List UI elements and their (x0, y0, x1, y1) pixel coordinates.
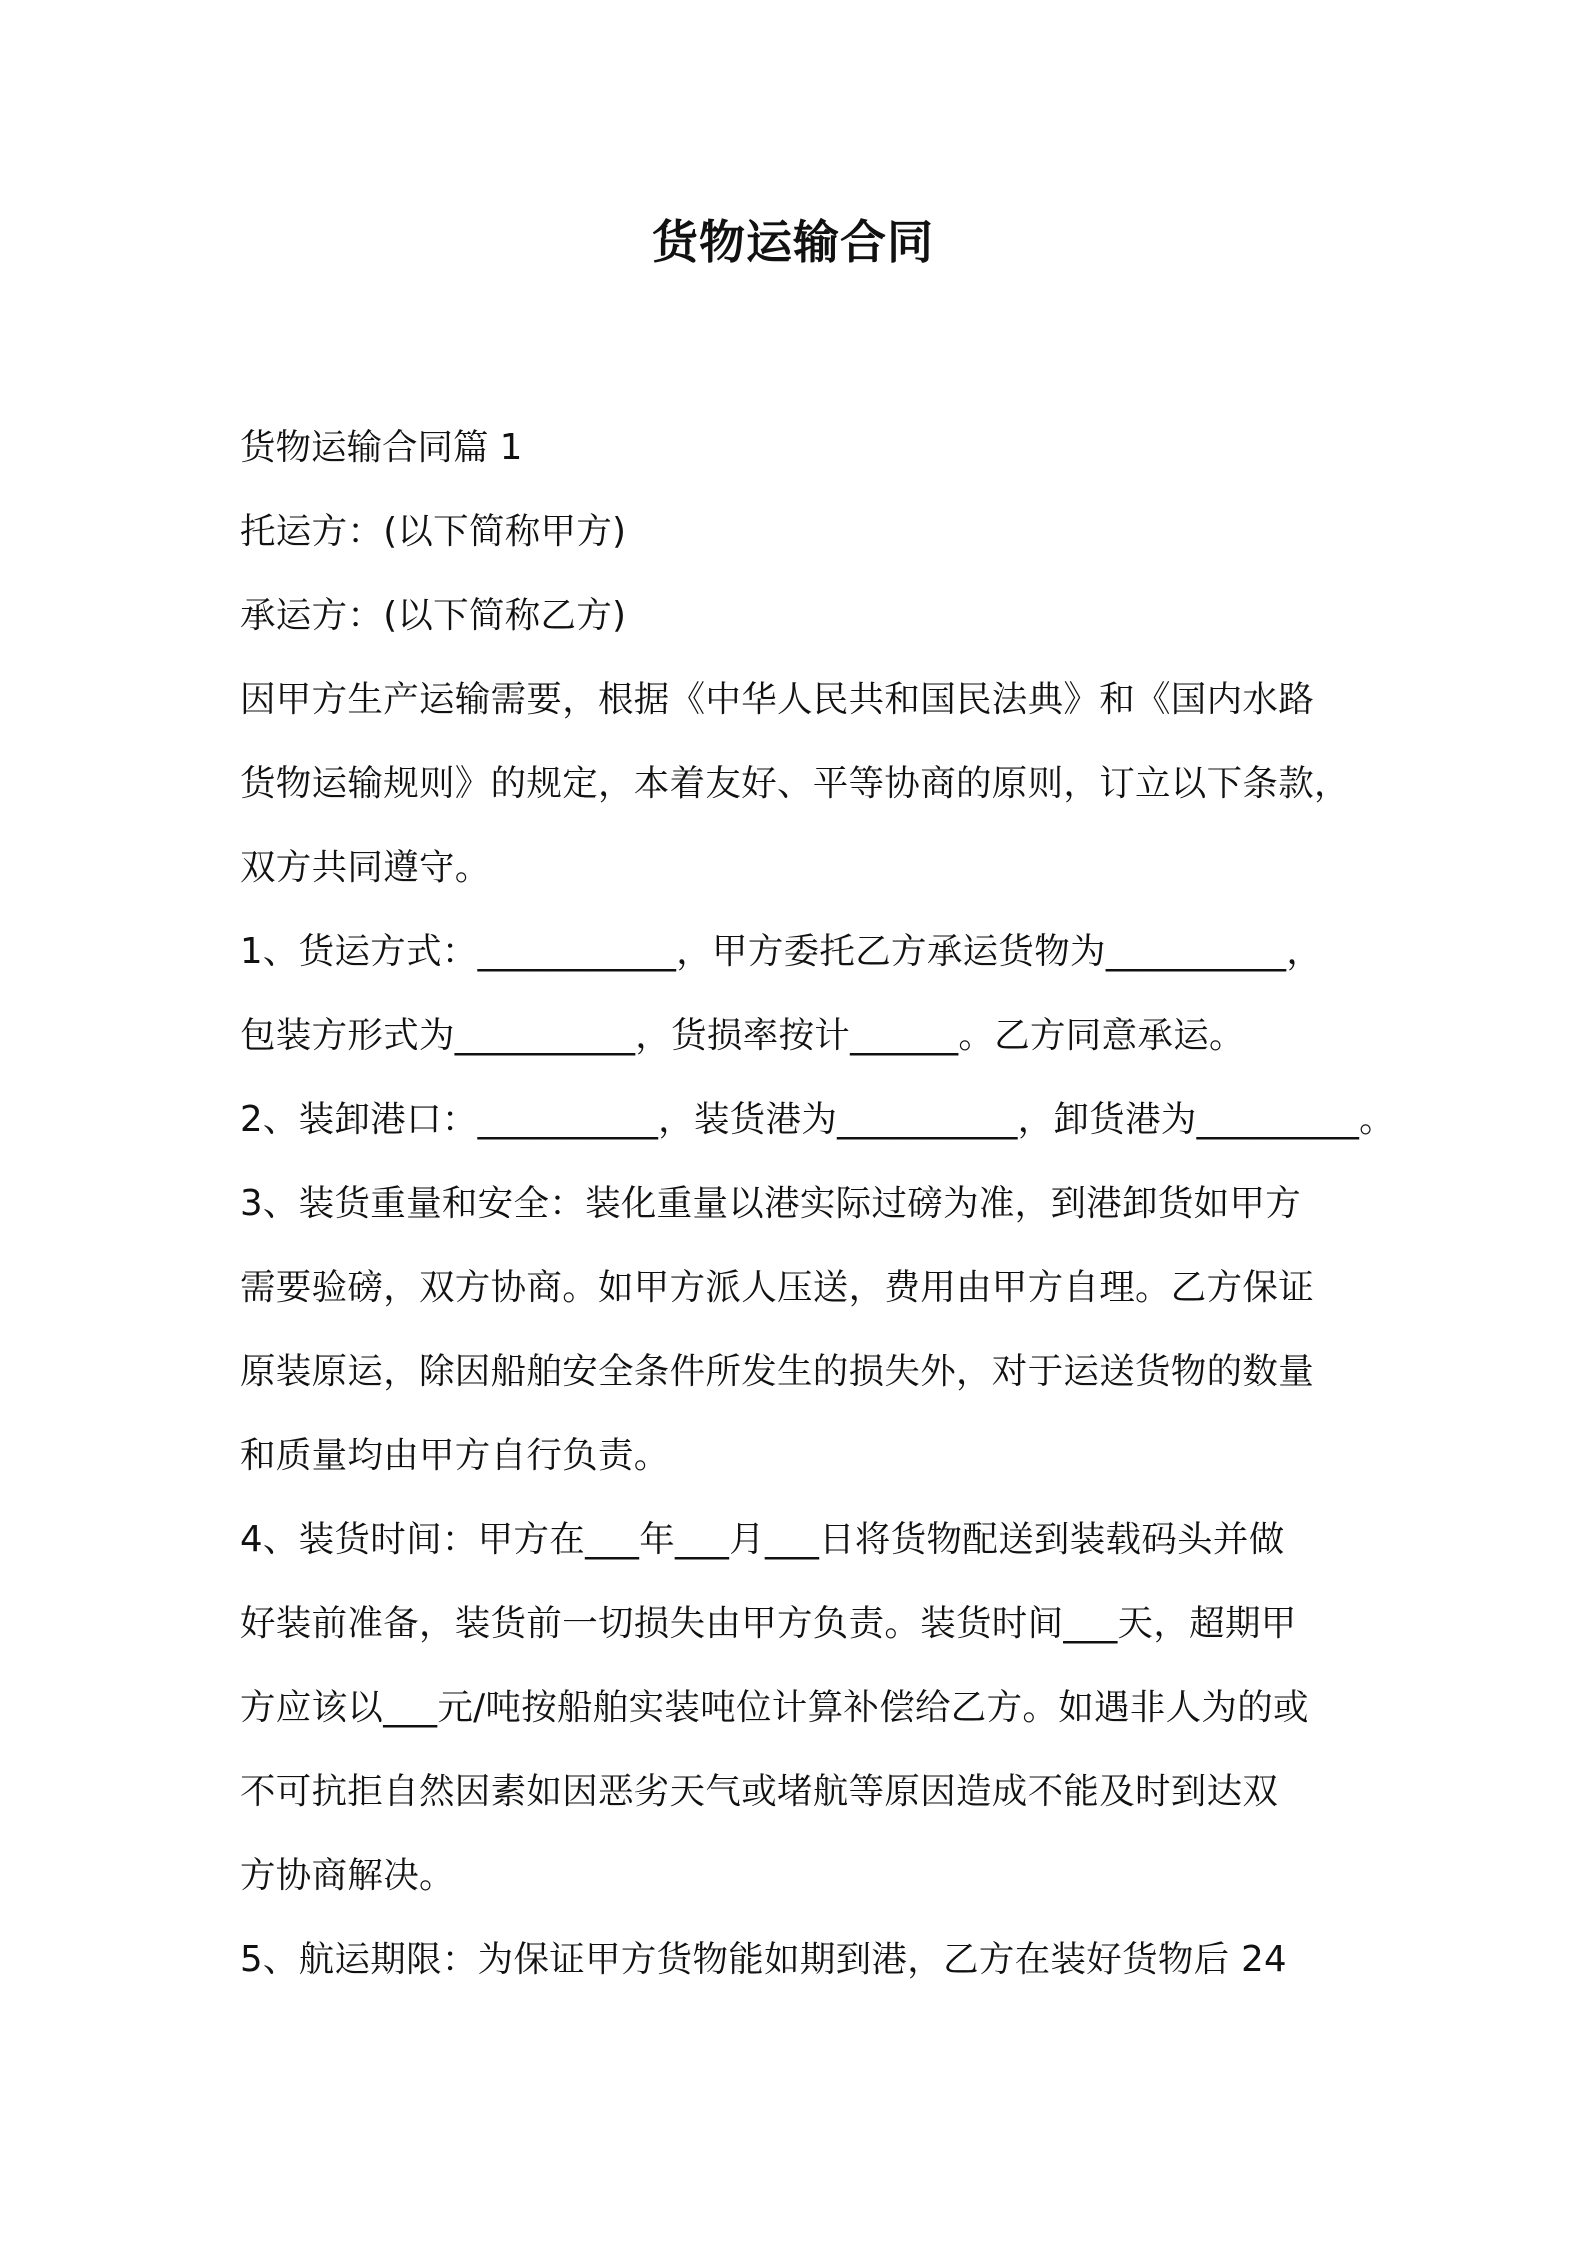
clause-4-line-4: 不可抗拒自然因素如因恶劣天气或堵航等原因造成不能及时到达双 (240, 1771, 1279, 1812)
clause-4-line-3: 方应该以___元/吨按船舶实装吨位计算补偿给乙方。如遇非人为的或 (240, 1687, 1309, 1728)
clause-3-line-3: 原装原运，除因船舶安全条件所发生的损失外，对于运送货物的数量 (240, 1351, 1315, 1392)
clause-3-line-2: 需要验磅，双方协商。如甲方派人压送，费用由甲方自理。乙方保证 (240, 1267, 1315, 1308)
clause-1-line-1: 1、货运方式：___________，甲方委托乙方承运货物为__________， (240, 931, 1323, 972)
document-body (240, 406, 1395, 2002)
preamble-line-3: 双方共同遵守。 (240, 847, 491, 888)
carrier-line: 承运方：(以下简称乙方) (240, 595, 627, 636)
clause-4-line-2: 好装前准备，装货前一切损失由甲方负责。装货时间___天，超期甲 (240, 1603, 1297, 1644)
clause-3-line-1: 3、装货重量和安全：装化重量以港实际过磅为准，到港卸货如甲方 (240, 1183, 1302, 1224)
clause-3-line-4: 和质量均由甲方自行负责。 (240, 1435, 670, 1476)
clause-2-line-1: 2、装卸港口：__________，装货港为__________，卸货港为_________。 (240, 1099, 1395, 1140)
document-title: 货物运输合同 (652, 215, 934, 269)
preamble-line-1: 因甲方生产运输需要，根据《中华人民共和国民法典》和《国内水路 (240, 679, 1315, 720)
clause-4-line-1: 4、装货时间：甲方在___年___月___日将货物配送到装载码头并做 (240, 1519, 1285, 1560)
section-heading: 货物运输合同篇 1 (240, 427, 523, 468)
preamble-line-2: 货物运输规则》的规定，本着友好、平等协商的原则，订立以下条款， (240, 763, 1350, 804)
shipper-line: 托运方：(以下简称甲方) (240, 511, 627, 552)
clause-4-line-5: 方协商解决。 (240, 1855, 455, 1896)
clause-1-line-2: 包装方形式为__________，货损率按计______。乙方同意承运。 (240, 1015, 1245, 1056)
clause-5-line-1: 5、航运期限：为保证甲方货物能如期到港，乙方在装好货物后 24 (240, 1939, 1287, 1980)
